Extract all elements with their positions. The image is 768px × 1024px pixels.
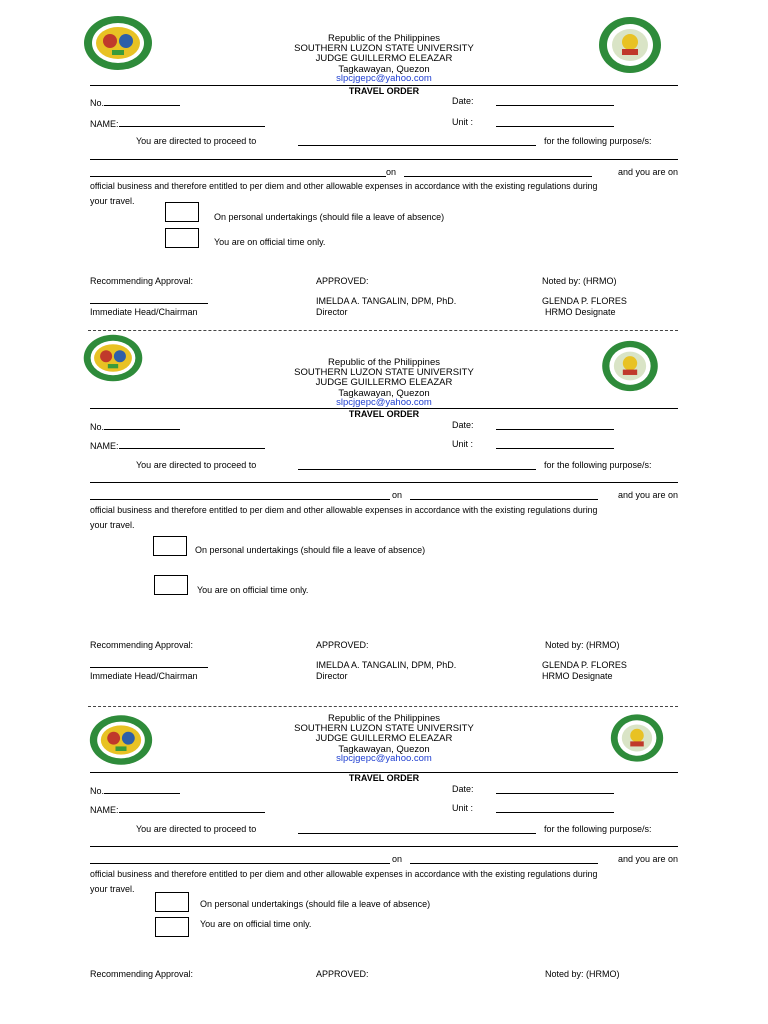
no-field [90, 96, 180, 109]
header-university: SOUTHERN LUZON STATE UNIVERSITY [294, 367, 474, 378]
travel-date-input[interactable] [410, 490, 598, 500]
purpose-line-2[interactable] [90, 167, 386, 177]
cut-line-1 [88, 330, 678, 331]
unit-input[interactable] [496, 439, 614, 449]
right-campus-seal [610, 712, 664, 764]
head-title: Immediate Head/Chairman [90, 307, 198, 317]
purpose-text: for the following purpose/s: [544, 824, 652, 834]
purpose-line-1[interactable] [90, 482, 678, 483]
name-input[interactable] [119, 439, 265, 449]
left-university-seal [82, 332, 144, 384]
purpose-text: for the following purpose/s: [544, 136, 652, 146]
date-label: Date: [452, 96, 474, 106]
header-campus: JUDGE GUILLERMO ELEAZAR [315, 53, 453, 64]
official-business-text: official business and therefore entitled to per diem and other allowable expenses in accordance with the existing regulations during [90, 869, 598, 879]
purpose-line-1[interactable] [90, 846, 678, 847]
personal-undertaking-checkbox[interactable] [153, 536, 187, 556]
right-campus-seal [600, 340, 660, 392]
director-name: IMELDA A. TANGALIN, DPM, PhD. [316, 660, 457, 670]
unit-input[interactable] [496, 803, 614, 813]
directed-text: You are directed to proceed to [136, 136, 257, 146]
personal-undertaking-checkbox[interactable] [165, 202, 199, 222]
name-label: NAME: [90, 805, 119, 815]
header-republic: Republic of the Philippines [328, 357, 440, 368]
your-travel-text: your travel. [90, 520, 135, 530]
no-input[interactable] [104, 784, 180, 794]
unit-label: Unit : [452, 803, 474, 813]
head-signature-line[interactable] [90, 295, 208, 304]
date-label: Date: [452, 784, 474, 794]
purpose-text: for the following purpose/s: [544, 460, 652, 470]
approved-label: APPROVED: [316, 276, 369, 286]
no-input[interactable] [104, 420, 180, 430]
header-email-link[interactable]: slpcjgepc@yahoo.com [336, 397, 432, 408]
date-input[interactable] [496, 784, 614, 794]
purpose-line-1[interactable] [90, 159, 678, 160]
hrmo-title: HRMO Designate [545, 307, 616, 317]
no-field [90, 420, 180, 433]
cut-line-2 [88, 706, 678, 707]
destination-input[interactable] [298, 136, 536, 146]
head-signature-line[interactable] [90, 659, 208, 668]
header-location: Tagkawayan, Quezon [338, 64, 430, 75]
travel-date-input[interactable] [404, 167, 592, 177]
on-text: on [392, 854, 403, 864]
hrmo-title: HRMO Designate [542, 671, 613, 681]
approved-label: APPROVED: [316, 969, 369, 979]
form-title: TRAVEL ORDER [348, 409, 420, 419]
no-label: No. [90, 422, 105, 432]
travel-date-input[interactable] [410, 854, 598, 864]
name-input[interactable] [119, 117, 265, 127]
left-university-seal [88, 712, 154, 768]
official-time-checkbox[interactable] [154, 575, 188, 595]
header-university: SOUTHERN LUZON STATE UNIVERSITY [294, 43, 474, 54]
official-time-label: You are on official time only. [200, 919, 312, 929]
no-field [90, 784, 180, 797]
purpose-line-2[interactable] [90, 490, 390, 500]
name-input[interactable] [119, 803, 265, 813]
director-title: Director [316, 671, 348, 681]
recommending-label: Recommending Approval: [90, 640, 194, 650]
director-title: Director [316, 307, 348, 317]
unit-label: Unit : [452, 117, 474, 127]
noted-label: Noted by: (HRMO) [542, 276, 617, 286]
hrmo-name: GLENDA P. FLORES [542, 660, 627, 670]
personal-undertaking-checkbox[interactable] [155, 892, 189, 912]
right-campus-seal [598, 16, 662, 74]
official-time-checkbox[interactable] [165, 228, 199, 248]
header-campus: JUDGE GUILLERMO ELEAZAR [315, 377, 453, 388]
date-label: Date: [452, 420, 474, 430]
unit-label: Unit : [452, 439, 474, 449]
date-input[interactable] [496, 420, 614, 430]
destination-input[interactable] [298, 824, 536, 834]
hrmo-name: GLENDA P. FLORES [542, 296, 627, 306]
no-label: No. [90, 98, 105, 108]
director-name: IMELDA A. TANGALIN, DPM, PhD. [316, 296, 457, 306]
your-travel-text: your travel. [90, 884, 135, 894]
on-text: on [386, 167, 397, 177]
form-title: TRAVEL ORDER [348, 773, 420, 783]
and-you-are-on-text: and you are on [617, 167, 678, 177]
personal-undertaking-label: On personal undertakings (should file a leave of absence) [200, 899, 431, 909]
header-email-link[interactable]: slpcjgepc@yahoo.com [336, 73, 432, 84]
name-field [90, 117, 265, 130]
approved-label: APPROVED: [316, 640, 369, 650]
header-location: Tagkawayan, Quezon [338, 388, 430, 399]
directed-text: You are directed to proceed to [136, 824, 257, 834]
official-business-text: official business and therefore entitled to per diem and other allowable expenses in accordance with the existing regulations during [90, 505, 598, 515]
header-campus: JUDGE GUILLERMO ELEAZAR [315, 733, 453, 744]
noted-label: Noted by: (HRMO) [545, 640, 620, 650]
unit-input[interactable] [496, 117, 614, 127]
destination-input[interactable] [298, 460, 536, 470]
head-title: Immediate Head/Chairman [90, 671, 198, 681]
left-university-seal [82, 14, 154, 72]
noted-label: Noted by: (HRMO) [545, 969, 620, 979]
purpose-line-2[interactable] [90, 854, 390, 864]
header-university: SOUTHERN LUZON STATE UNIVERSITY [294, 723, 474, 734]
recommending-label: Recommending Approval: [90, 969, 194, 979]
personal-undertaking-label: On personal undertakings (should file a leave of absence) [195, 545, 426, 555]
form-title: TRAVEL ORDER [348, 86, 420, 96]
and-you-are-on-text: and you are on [617, 490, 678, 500]
official-time-label: You are on official time only. [197, 585, 309, 595]
header-email-link[interactable]: slpcjgepc@yahoo.com [336, 753, 432, 764]
name-label: NAME: [90, 441, 119, 451]
header-location: Tagkawayan, Quezon [338, 744, 430, 755]
official-business-text: official business and therefore entitled to per diem and other allowable expenses in accordance with the existing regulations during [90, 181, 598, 191]
header-republic: Republic of the Philippines [328, 713, 440, 724]
your-travel-text: your travel. [90, 196, 135, 206]
no-input[interactable] [104, 96, 180, 106]
name-label: NAME: [90, 119, 119, 129]
on-text: on [392, 490, 403, 500]
no-label: No. [90, 786, 105, 796]
directed-text: You are directed to proceed to [136, 460, 257, 470]
official-time-label: You are on official time only. [214, 237, 326, 247]
name-field [90, 439, 265, 452]
name-field [90, 803, 265, 816]
personal-undertaking-label: On personal undertakings (should file a leave of absence) [214, 212, 445, 222]
date-input[interactable] [496, 96, 614, 106]
header-republic: Republic of the Philippines [328, 33, 440, 44]
recommending-label: Recommending Approval: [90, 276, 194, 286]
and-you-are-on-text: and you are on [617, 854, 678, 864]
official-time-checkbox[interactable] [155, 917, 189, 937]
